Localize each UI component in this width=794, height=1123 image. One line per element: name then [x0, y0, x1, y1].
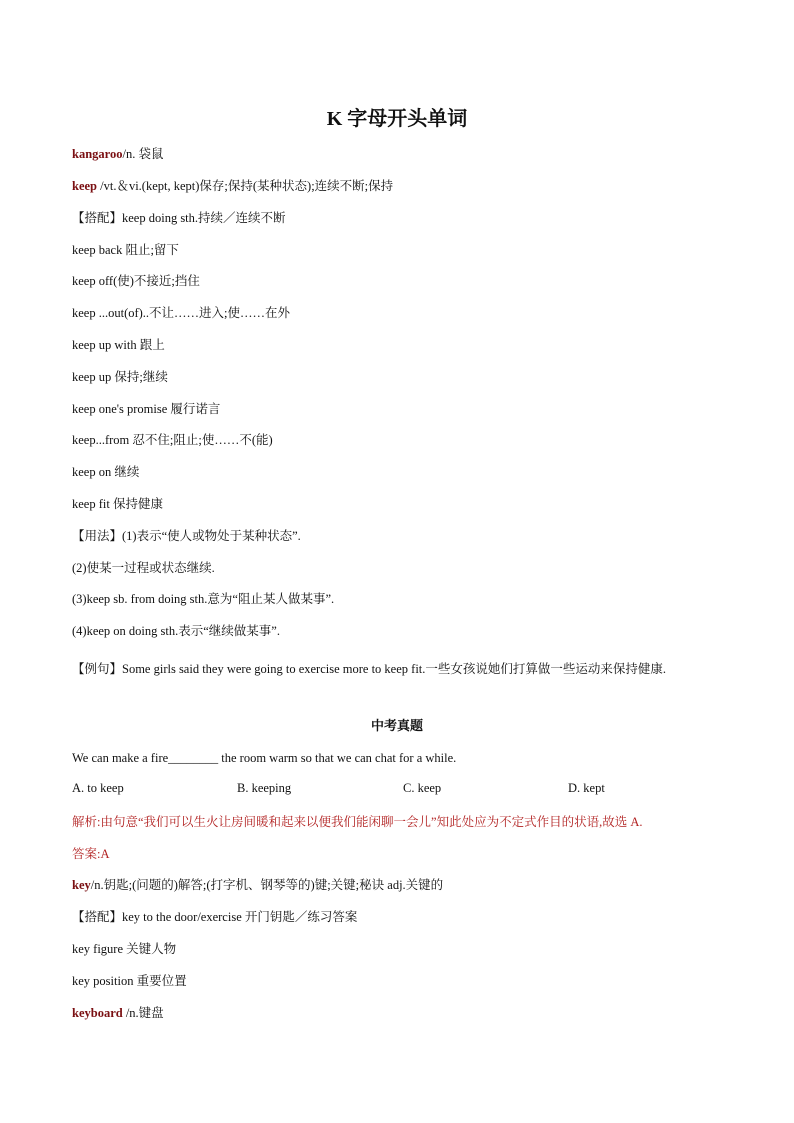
headword: keep: [72, 179, 97, 193]
exam-heading: 中考真题: [370, 718, 423, 733]
option-a: A. to keep: [72, 781, 124, 795]
page-title: K 字母开头单词: [326, 108, 468, 130]
definition: /n.钥匙;(问题的)解答;(打字机、钢琴等的)键;关键;秘诀 adj.关键的: [90, 878, 444, 892]
headword: kangaroo: [72, 147, 123, 161]
entry-keep: [72, 177, 732, 195]
definition: /vt.＆vi.(kept, kept)保存;保持(某种状态);连续不断;保持: [97, 179, 394, 193]
option-d: D. kept: [568, 781, 605, 795]
example-sentence: 【例句】Some girls said they were going to exercise more to keep fit.一些女孩说她们打算做一些运动来保持健康.: [72, 662, 667, 676]
definition: /n.键盘: [122, 1006, 164, 1020]
phrase-line: keep up with 跟上: [72, 338, 165, 352]
phrase-line: keep ...out(of)..不让……进入;使……在外: [72, 306, 291, 320]
definition: /n. 袋鼠: [122, 147, 164, 161]
phrase-line: keep on 继续: [72, 465, 140, 479]
usage-line: 【用法】(1)表示“使人或物处于某种状态”.: [72, 529, 301, 543]
option-c: C. keep: [403, 781, 442, 795]
phrase-line: key figure 关键人物: [72, 942, 177, 956]
usage-line: (3)keep sb. from doing sth.意为“阻止某人做某事”.: [72, 592, 335, 606]
phrase-line: keep off(使)不接近;挡住: [72, 274, 200, 288]
usage-line: (2)使某一过程或状态继续.: [72, 561, 215, 575]
exam-answer: 答案:A: [72, 847, 110, 861]
headword: key: [72, 878, 91, 892]
phrase-line: 【搭配】key to the door/exercise 开门钥匙／练习答案: [72, 910, 358, 924]
headword: keyboard: [72, 1006, 123, 1020]
entry-key: [72, 876, 732, 894]
phrase-line: keep one's promise 履行诺言: [72, 402, 221, 416]
usage-line: (4)keep on doing sth.表示“继续做某事”.: [72, 624, 280, 638]
phrase-line: keep up 保持;继续: [72, 370, 168, 384]
entry-kangaroo: [72, 145, 732, 163]
phrase-line: keep fit 保持健康: [72, 497, 163, 511]
exam-question: We can make a fire________ the room warm so that we can chat for a while.: [72, 751, 457, 765]
phrase-line: keep back 阻止;留下: [72, 243, 179, 257]
exam-analysis: 解析:由句意“我们可以生火让房间暖和起来以便我们能闲聊一会儿”知此处应为不定式作目的状语,故选 A.: [72, 815, 643, 829]
phrase-line: key position 重要位置: [72, 974, 187, 988]
phrase-line: keep...from 忍不住;阻止;使……不(能): [72, 433, 273, 447]
option-b: B. keeping: [237, 781, 292, 795]
phrase-line: 【搭配】keep doing sth.持续／连续不断: [72, 211, 286, 225]
entry-keyboard: [72, 1004, 732, 1022]
